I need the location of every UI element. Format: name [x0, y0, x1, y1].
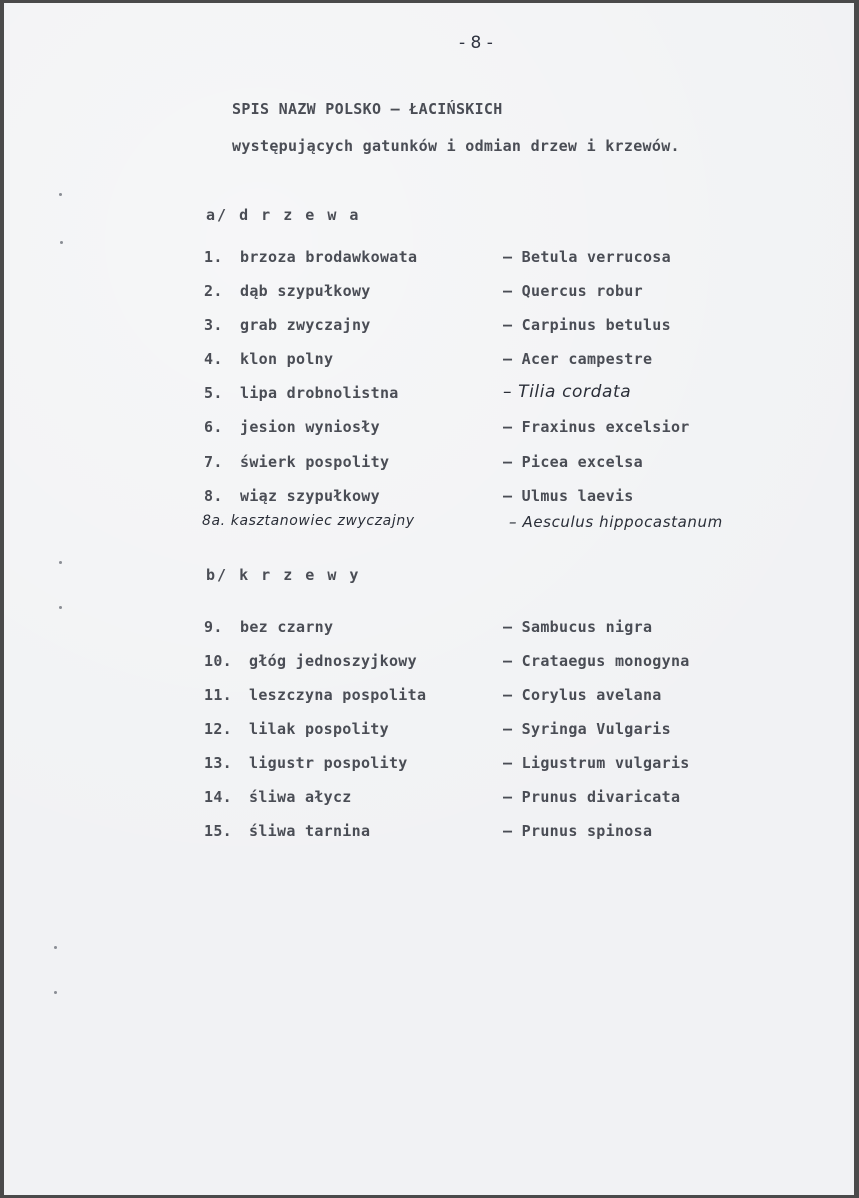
item-number: 10. — [204, 652, 232, 670]
polish-name: dąb szypułkowy — [240, 282, 371, 300]
list-item — [4, 754, 854, 774]
section-heading-trees: a/ d r z e w a — [206, 206, 361, 224]
page-number: - 8 - — [459, 33, 493, 53]
paper-speck — [54, 991, 57, 994]
latin-name: – Syringa Vulgaris — [503, 720, 671, 738]
latin-name: – Prunus spinosa — [503, 822, 653, 840]
paper-speck — [59, 606, 62, 609]
item-number: 2. — [204, 282, 223, 300]
item-number: 1. — [204, 248, 223, 266]
latin-name: – Quercus robur — [503, 282, 643, 300]
paper-speck — [59, 193, 62, 196]
paper-speck — [60, 241, 63, 244]
list-item — [4, 618, 854, 638]
polish-name-handwritten: 8a. kasztanowiec zwyczajny — [202, 513, 415, 529]
list-item — [4, 282, 854, 302]
item-number: 7. — [204, 453, 223, 471]
document-subtitle: występujących gatunków i odmian drzew i krzewów. — [232, 137, 680, 155]
list-item — [4, 686, 854, 706]
latin-name-handwritten: – Aesculus hippocastanum — [509, 513, 723, 531]
list-item — [4, 788, 854, 808]
list-item — [4, 384, 854, 404]
polish-name: ligustr pospolity — [249, 754, 408, 772]
latin-name: – Ligustrum vulgaris — [503, 754, 690, 772]
polish-name: lilak pospolity — [249, 720, 389, 738]
list-item — [4, 316, 854, 336]
latin-name: – Corylus avelana — [503, 686, 662, 704]
item-number: 11. — [204, 686, 232, 704]
polish-name: leszczyna pospolita — [249, 686, 427, 704]
polish-name: śliwa ałycz — [249, 788, 352, 806]
list-item — [4, 248, 854, 268]
latin-name-handwritten: – Tilia cordata — [503, 382, 632, 402]
latin-name: – Fraxinus excelsior — [503, 418, 690, 436]
latin-name: – Sambucus nigra — [503, 618, 653, 636]
list-item — [4, 487, 854, 507]
item-number: 8. — [204, 487, 223, 505]
item-number: 5. — [204, 384, 223, 402]
polish-name: lipa drobnolistna — [240, 384, 399, 402]
polish-name: bez czarny — [240, 618, 334, 636]
polish-name: śliwa tarnina — [249, 822, 371, 840]
polish-name: świerk pospolity — [240, 453, 390, 471]
latin-name: – Betula verrucosa — [503, 248, 671, 266]
polish-name: głóg jednoszyjkowy — [249, 652, 417, 670]
document-title: SPIS NAZW POLSKO – ŁACIŃSKICH — [232, 100, 503, 118]
list-item — [4, 350, 854, 370]
item-number: 13. — [204, 754, 232, 772]
latin-name: – Carpinus betulus — [503, 316, 671, 334]
item-number: 14. — [204, 788, 232, 806]
item-number: 12. — [204, 720, 232, 738]
polish-name: wiąz szypułkowy — [240, 487, 380, 505]
item-number: 9. — [204, 618, 223, 636]
polish-name: klon polny — [240, 350, 334, 368]
paper-speck — [54, 946, 57, 949]
list-item — [4, 652, 854, 672]
list-item — [4, 822, 854, 842]
latin-name: – Ulmus laevis — [503, 487, 634, 505]
item-number: 15. — [204, 822, 232, 840]
latin-name: – Crataegus monogyna — [503, 652, 690, 670]
document-page — [4, 3, 854, 1195]
polish-name: brzoza brodawkowata — [240, 248, 418, 266]
latin-name: – Picea excelsa — [503, 453, 643, 471]
item-number: 6. — [204, 418, 223, 436]
list-item — [4, 453, 854, 473]
list-item — [4, 720, 854, 740]
item-number: 4. — [204, 350, 223, 368]
polish-name: jesion wyniosły — [240, 418, 380, 436]
latin-name: – Prunus divaricata — [503, 788, 681, 806]
latin-name: – Acer campestre — [503, 350, 653, 368]
paper-speck — [59, 561, 62, 564]
polish-name: grab zwyczajny — [240, 316, 371, 334]
section-heading-shrubs: b/ k r z e w y — [206, 566, 361, 584]
item-number: 3. — [204, 316, 223, 334]
list-item-handwritten — [4, 513, 854, 533]
list-item — [4, 418, 854, 438]
